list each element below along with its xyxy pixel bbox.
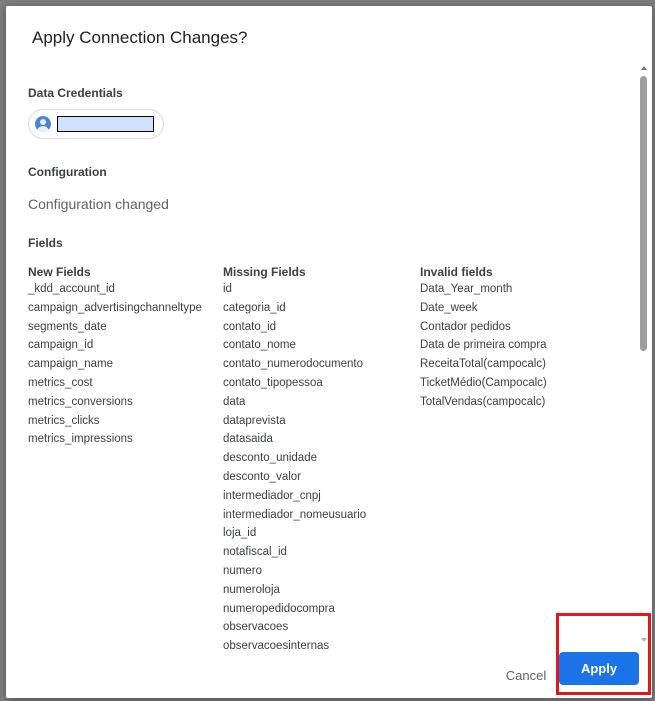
credential-chip[interactable] [28, 109, 164, 139]
dialog-scrollbar[interactable] [638, 64, 650, 654]
field-item: Date_week [420, 301, 478, 314]
dialog-title: Apply Connection Changes? [32, 28, 248, 47]
field-item: contato_tipopessoa [223, 376, 323, 389]
scrollbar-thumb[interactable] [640, 76, 647, 351]
field-item: contato_id [223, 320, 277, 333]
field-item: categoria_id [223, 301, 286, 314]
field-item: TicketMédio(Campocalc) [420, 376, 547, 389]
fields-heading: Fields [28, 236, 63, 250]
field-item: metrics_clicks [28, 414, 100, 427]
account-avatar-icon [35, 116, 51, 132]
field-item: contato_nome [223, 339, 296, 352]
missing-fields-column [223, 264, 366, 652]
field-item: datasaida [223, 433, 273, 446]
missing-fields-list [223, 280, 366, 652]
field-item: Data de primeira compra [420, 339, 547, 352]
invalid-fields-list [420, 280, 547, 412]
field-item: metrics_cost [28, 376, 93, 389]
scroll-down-arrow-icon[interactable] [641, 638, 647, 642]
field-item: contato_numerodocumento [223, 358, 364, 371]
redacted-credential-name [57, 116, 154, 132]
field-item: notafiscal_id [223, 546, 287, 559]
field-item: intermediador_cnpj [223, 489, 321, 502]
dialog-content [6, 68, 638, 652]
field-item: observacoesinternas [223, 640, 330, 652]
configuration-status: Configuration changed [28, 196, 169, 212]
field-item: campaign_name [28, 358, 114, 371]
field-item: TotalVendas(campocalc) [420, 395, 546, 408]
field-item: metrics_impressions [28, 433, 133, 446]
field-item: ReceitaTotal(campocalc) [420, 358, 546, 371]
field-item: numeroloja [223, 583, 280, 596]
field-item: dataprevista [223, 414, 286, 427]
field-item: numeropedidocompra [223, 602, 335, 615]
field-item: desconto_unidade [223, 452, 317, 465]
new-fields-column [28, 264, 202, 449]
cancel-button[interactable]: Cancel [496, 660, 556, 690]
field-item: numero [223, 564, 262, 577]
field-item: desconto_valor [223, 470, 301, 483]
field-item: campaign_advertisingchanneltype [28, 301, 202, 314]
field-item: _kdd_account_id [28, 283, 115, 295]
field-item: metrics_conversions [28, 395, 133, 408]
field-item: id [223, 283, 232, 295]
data-credentials-heading: Data Credentials [28, 86, 123, 100]
scroll-up-arrow-icon[interactable] [641, 66, 647, 70]
field-item: observacoes [223, 621, 289, 634]
apply-connection-changes-dialog [6, 6, 652, 698]
field-item: intermediador_nomeusuario [223, 508, 367, 521]
field-item: campaign_id [28, 339, 94, 352]
field-item: loja_id [223, 527, 257, 540]
new-fields-header: New Fields [28, 265, 91, 279]
field-item: Contador pedidos [420, 320, 511, 333]
invalid-fields-header: Invalid fields [420, 265, 493, 279]
field-item: segments_date [28, 320, 107, 333]
field-item: Data_Year_month [420, 283, 513, 295]
new-fields-list [28, 280, 202, 449]
apply-button[interactable]: Apply [559, 652, 639, 685]
field-item: data [223, 395, 246, 408]
invalid-fields-column [420, 264, 547, 412]
missing-fields-header: Missing Fields [223, 265, 306, 279]
configuration-heading: Configuration [28, 165, 107, 179]
